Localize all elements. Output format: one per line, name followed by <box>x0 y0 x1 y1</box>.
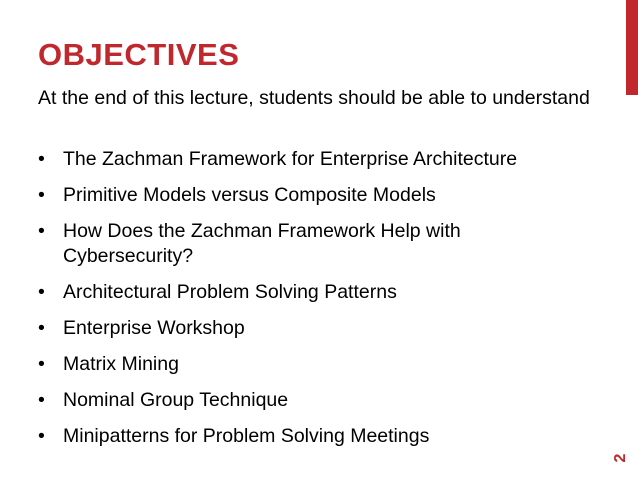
list-item-text: Matrix Mining <box>63 353 179 375</box>
accent-bar <box>626 0 638 95</box>
list-item <box>38 219 598 269</box>
bullet-icon: • <box>38 220 45 242</box>
list-item <box>38 424 598 449</box>
list-item <box>38 147 598 172</box>
bullet-icon: • <box>38 184 45 206</box>
objectives-list <box>38 147 598 460</box>
intro-text: At the end of this lecture, students should be able to understand <box>38 87 590 109</box>
bullet-icon: • <box>38 389 45 411</box>
list-item-text: Minipatterns for Problem Solving Meetings <box>63 425 430 447</box>
bullet-icon: • <box>38 281 45 303</box>
slide-title: OBJECTIVES <box>38 37 240 72</box>
list-item-text: Nominal Group Technique <box>63 389 289 411</box>
bullet-icon: • <box>38 425 45 447</box>
list-item <box>38 183 598 208</box>
list-item-text: Architectural Problem Solving Patterns <box>63 281 397 303</box>
bullet-icon: • <box>38 148 45 170</box>
list-item <box>38 316 598 341</box>
list-item-text: The Zachman Framework for Enterprise Architecture <box>63 148 518 170</box>
page-number: 2 <box>612 453 629 463</box>
list-item <box>38 280 598 305</box>
list-item-text: How Does the Zachman Framework Help with Cybersecurity? <box>63 220 461 267</box>
bullet-icon: • <box>38 317 45 339</box>
list-item-text: Enterprise Workshop <box>63 317 245 339</box>
list-item <box>38 388 598 413</box>
list-item-text: Primitive Models versus Composite Models <box>63 184 436 206</box>
list-item <box>38 352 598 377</box>
bullet-icon: • <box>38 353 45 375</box>
